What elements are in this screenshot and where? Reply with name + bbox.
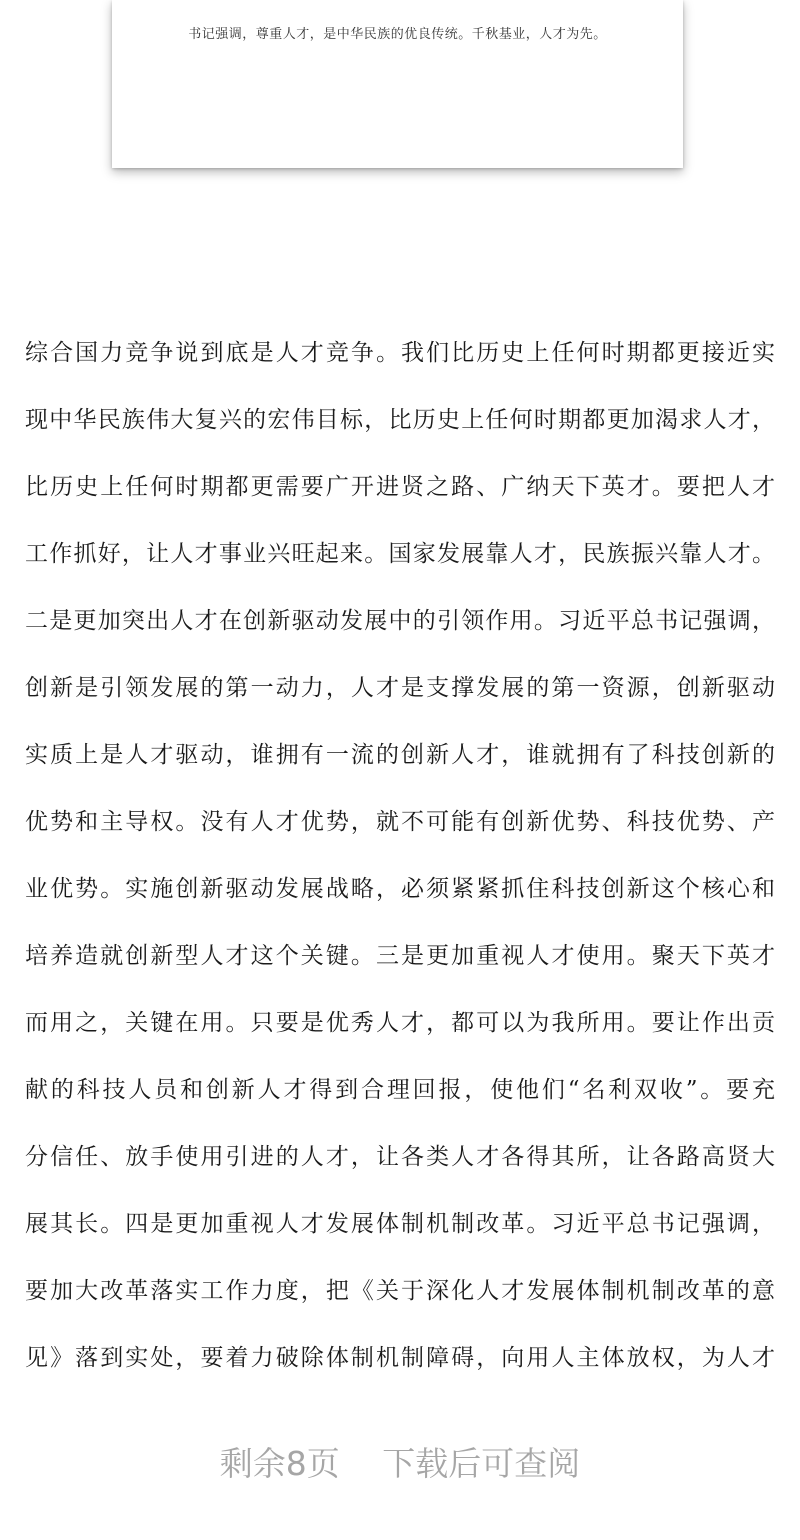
- body-line: 工作抓好，让人才事业兴旺起来。国家发展靠人才，民族振兴靠人才。: [25, 541, 775, 567]
- body-line: 献的科技人员和创新人才得到合理回报，使他们“名利双收”。要充: [25, 1077, 775, 1103]
- body-line: 比历史上任何时期都更需要广开进贤之路、广纳天下英才。要把人才: [25, 474, 775, 500]
- body-line: 培养造就创新型人才这个关键。三是更加重视人才使用。聚天下英才: [25, 943, 775, 969]
- body-line: 优势和主导权。没有人才优势，就不可能有创新优势、科技优势、产: [25, 809, 775, 835]
- body-line: 综合国力竞争说到底是人才竞争。我们比历史上任何时期都更接近实: [25, 340, 775, 366]
- page-preview-card: [112, 0, 683, 168]
- download-to-view-label: 下载后可查阅: [382, 1444, 581, 1483]
- remaining-pages-label: 剩余8页: [219, 1444, 340, 1483]
- body-line: 二是更加突出人才在创新驱动发展中的引领作用。习近平总书记强调，: [25, 608, 775, 634]
- body-line: 业优势。实施创新驱动发展战略，必须紧紧抓住科技创新这个核心和: [25, 876, 775, 902]
- body-line: 现中华民族伟大复兴的宏伟目标，比历史上任何时期都更加渴求人才，: [25, 407, 775, 433]
- body-line: 实质上是人才驱动，谁拥有一流的创新人才，谁就拥有了科技创新的: [25, 742, 775, 768]
- body-line: 展其长。四是更加重视人才发展体制机制改革。习近平总书记强调，: [25, 1211, 775, 1237]
- body-line: 分信任、放手使用引进的人才，让各类人才各得其所，让各路高贤大: [25, 1144, 775, 1170]
- body-line: 而用之，关键在用。只要是优秀人才，都可以为我所用。要让作出贡: [25, 1010, 775, 1036]
- body-line: 要加大改革落实工作力度，把《关于深化人才发展体制机制改革的意: [25, 1278, 775, 1304]
- body-line: 创新是引领发展的第一动力，人才是支撑发展的第一资源，创新驱动: [25, 675, 775, 701]
- preview-text-line: 书记强调，尊重人才，是中华民族的优良传统。千秋基业，人才为先。: [188, 27, 607, 42]
- body-line: 见》落到实处，要着力破除体制机制障碍，向用人主体放权，为人才: [25, 1345, 775, 1371]
- download-prompt-button[interactable]: [0, 1440, 800, 1488]
